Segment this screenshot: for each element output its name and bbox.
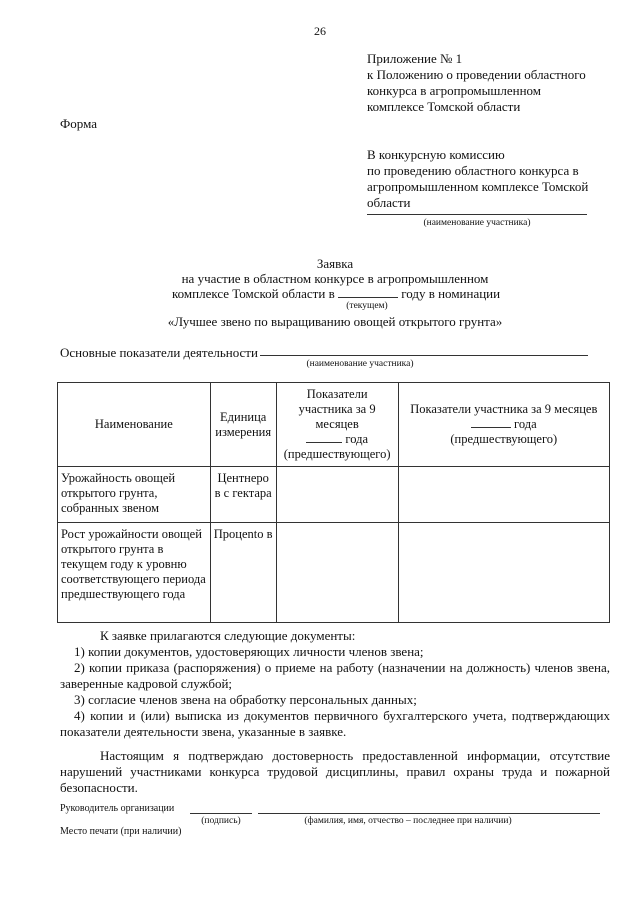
table-row	[58, 523, 610, 623]
recipient-line: области	[367, 195, 411, 210]
appendix-line: конкурса в агропромышленном	[367, 83, 542, 98]
head-label: Руководитель организации	[60, 803, 175, 814]
attachment-item: 3) согласие членов звена на обработку персональных данных;	[74, 692, 417, 707]
header-name: Наименование	[58, 383, 211, 467]
header-current	[276, 383, 398, 467]
current-caption: (текущем)	[346, 301, 388, 311]
indicators-caption: (наименование участника)	[306, 359, 414, 369]
indicators-label: Основные показатели деятельности	[60, 345, 258, 360]
table-header-row	[58, 383, 610, 467]
attachment-item: 1) копии документов, удостоверяющих личности членов звена;	[74, 644, 424, 659]
form-label: Форма	[60, 116, 97, 131]
recipient-line: агропромышленном комплексе Томской	[367, 179, 589, 194]
confirmation-line: нарушений участниками конкурса трудовой дисциплины, правил охраны труда и пожарной	[60, 764, 610, 779]
indicators-table	[57, 382, 610, 623]
appendix-line: Приложение № 1	[367, 51, 463, 66]
header-text: (предшествующего)	[283, 447, 391, 461]
indicators-line[interactable]	[260, 355, 588, 356]
fullname-line[interactable]	[258, 813, 600, 814]
appendix-line: комплексе Томской области	[367, 99, 521, 114]
row-name: Урожайность овощей открытого грунта, собранных звеном	[58, 467, 211, 523]
recipient-block	[367, 147, 627, 211]
signature-line[interactable]	[190, 813, 252, 814]
header-text: Показатели участника за 9 месяцев	[298, 387, 376, 431]
application-title: Заявка	[316, 256, 354, 271]
row-unit: Процento в	[210, 523, 276, 623]
appendix-line: к Положению о проведении областного	[367, 67, 586, 82]
attachment-item: 2) копии приказа (распоряжения) о приеме на работу (назначении на должность) членов звена,	[74, 660, 610, 675]
attachment-item-cont: заверенные кадровой службой;	[60, 676, 233, 691]
signature-caption: (подпись)	[201, 816, 241, 826]
table-row	[58, 467, 610, 523]
title-text: комплексе Томской области в	[172, 286, 335, 301]
recipient-line: В конкурсную комиссию	[367, 147, 505, 162]
attachment-item: 4) копии и (или) выписка из документов первичного бухгалтерского учета, подтверждающих	[74, 708, 610, 723]
title-line-year	[172, 286, 612, 302]
nomination-title: «Лучшее звено по выращиванию овощей открытого грунта»	[167, 314, 503, 329]
participant-name-line[interactable]	[367, 214, 587, 215]
page-number: 26	[314, 24, 326, 38]
confirmation-line: Настоящим я подтверждаю достоверность предоставленной информации, отсутствие	[100, 748, 610, 763]
confirmation-line: безопасности.	[60, 780, 138, 795]
attachments-intro: К заявке прилагаются следующие документы:	[100, 628, 356, 643]
stamp-label: Место печати (при наличии)	[60, 826, 182, 837]
participant-caption: (наименование участника)	[423, 218, 531, 228]
year-blank[interactable]	[306, 442, 342, 443]
title-text: году в номинации	[401, 286, 501, 301]
recipient-line: по проведению областного конкурса в	[367, 163, 579, 178]
header-text: года	[345, 432, 368, 446]
row-value-prev[interactable]	[398, 523, 609, 623]
header-unit: Единица измерения	[210, 383, 276, 467]
year-blank[interactable]	[338, 297, 398, 298]
row-unit: Центнеро в с гектара	[210, 467, 276, 523]
row-value-current[interactable]	[276, 523, 398, 623]
title-line: на участие в областном конкурсе в агропромышленном	[181, 271, 489, 286]
header-prev	[398, 383, 609, 467]
header-text: Показатели участника за 9 месяцев	[410, 402, 598, 416]
appendix-block	[367, 51, 627, 115]
row-value-prev[interactable]	[398, 467, 609, 523]
fullname-caption: (фамилия, имя, отчество – последнее при наличии)	[304, 816, 512, 826]
header-text: года	[514, 417, 537, 431]
year-blank[interactable]	[471, 427, 511, 428]
attachment-item-cont: показатели деятельности звена, указанные в заявке.	[60, 724, 347, 739]
header-text: (предшествующего)	[450, 432, 558, 446]
row-name: Рост урожайности овощей открытого грунта в текущем году к уровню соответствующего периода предшествующего года	[58, 523, 211, 623]
row-value-current[interactable]	[276, 467, 398, 523]
